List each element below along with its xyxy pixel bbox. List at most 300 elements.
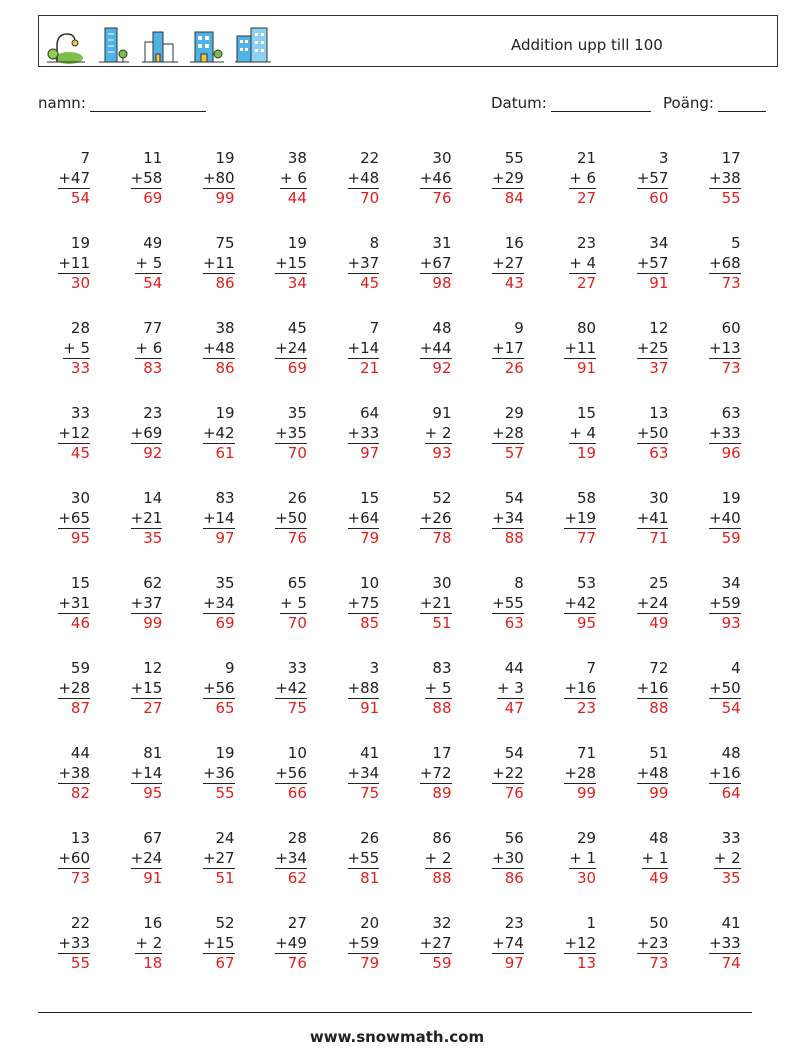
addend-bottom: + 4 <box>569 254 596 275</box>
addend-bottom: +34 <box>203 594 235 615</box>
answer: 91 <box>360 699 380 717</box>
addend-bottom: +28 <box>58 679 90 700</box>
addend-top: 30 <box>432 574 452 592</box>
addition-problem <box>681 404 741 464</box>
answer: 45 <box>70 444 90 462</box>
answer: 75 <box>360 784 380 802</box>
addend-top: 3 <box>369 659 380 677</box>
addend-top: 15 <box>577 404 597 422</box>
addend-top: 86 <box>432 829 452 847</box>
addend-bottom: +34 <box>492 509 524 530</box>
addend-bottom: + 1 <box>642 849 669 870</box>
addition-problem <box>247 404 307 464</box>
addend-bottom: +11 <box>58 254 90 275</box>
addend-top: 58 <box>577 489 597 507</box>
addition-problem <box>175 914 235 974</box>
addend-top: 91 <box>432 404 452 422</box>
addend-top: 28 <box>70 319 90 337</box>
answer: 92 <box>143 444 163 462</box>
addend-bottom: +47 <box>58 169 90 190</box>
addition-problem <box>30 574 90 634</box>
addend-bottom: + 5 <box>135 254 162 275</box>
addition-problem <box>102 404 162 464</box>
addend-bottom: + 6 <box>135 339 162 360</box>
answer: 83 <box>143 359 163 377</box>
addend-top: 63 <box>721 404 741 422</box>
addend-bottom: +58 <box>131 169 163 190</box>
addition-problem <box>392 829 452 889</box>
answer: 60 <box>649 189 669 207</box>
addend-top: 49 <box>143 234 163 252</box>
addend-top: 83 <box>215 489 235 507</box>
addend-top: 77 <box>143 319 163 337</box>
addition-problem <box>608 149 668 209</box>
addition-problem <box>464 744 524 804</box>
answer: 49 <box>649 869 669 887</box>
answer: 86 <box>504 869 524 887</box>
answer: 54 <box>721 699 741 717</box>
addend-top: 35 <box>287 404 307 422</box>
addition-problem <box>247 659 307 719</box>
addend-bottom: +33 <box>348 424 380 445</box>
answer: 55 <box>70 954 90 972</box>
addition-problem <box>392 744 452 804</box>
answer: 19 <box>577 444 597 462</box>
answer: 93 <box>721 614 741 632</box>
addend-top: 71 <box>577 744 597 762</box>
addend-top: 80 <box>577 319 597 337</box>
addend-top: 48 <box>649 829 669 847</box>
date-blank[interactable] <box>551 95 651 112</box>
answer: 69 <box>143 189 163 207</box>
addition-problem <box>464 829 524 889</box>
addend-bottom: +57 <box>637 254 669 275</box>
answer: 33 <box>70 359 90 377</box>
addition-problem <box>536 489 596 549</box>
addition-problem <box>30 404 90 464</box>
addend-bottom: +16 <box>564 679 596 700</box>
tree-house-icon <box>45 24 87 64</box>
answer: 13 <box>577 954 597 972</box>
addend-top: 26 <box>287 489 307 507</box>
addend-top: 16 <box>143 914 163 932</box>
addend-top: 1 <box>586 914 597 932</box>
answer: 69 <box>215 614 235 632</box>
addend-top: 19 <box>287 234 307 252</box>
answer: 23 <box>577 699 597 717</box>
addend-bottom: +59 <box>709 594 741 615</box>
answer: 37 <box>649 359 669 377</box>
skyline-icon <box>235 24 271 64</box>
answer: 54 <box>143 274 163 292</box>
addend-bottom: +40 <box>709 509 741 530</box>
date-label: Datum: <box>491 94 547 112</box>
answer: 74 <box>721 954 741 972</box>
addend-bottom: +28 <box>564 764 596 785</box>
answer: 85 <box>360 614 380 632</box>
addition-problem <box>319 149 379 209</box>
score-label: Poäng: <box>663 94 714 112</box>
addend-top: 19 <box>215 744 235 762</box>
answer: 66 <box>287 784 307 802</box>
answer: 27 <box>577 189 597 207</box>
addition-problem <box>608 744 668 804</box>
answer: 82 <box>70 784 90 802</box>
addend-top: 38 <box>287 149 307 167</box>
addend-bottom: +15 <box>131 679 163 700</box>
addition-problem <box>536 319 596 379</box>
answer: 91 <box>143 869 163 887</box>
answer: 81 <box>360 869 380 887</box>
addition-problem <box>102 744 162 804</box>
answer: 86 <box>215 359 235 377</box>
addition-problem <box>30 234 90 294</box>
answer: 69 <box>287 359 307 377</box>
answer: 77 <box>577 529 597 547</box>
addend-top: 9 <box>514 319 524 337</box>
addition-problem <box>608 489 668 549</box>
addend-top: 34 <box>721 574 741 592</box>
answer: 47 <box>504 699 524 717</box>
addition-problem <box>681 319 741 379</box>
addend-top: 62 <box>143 574 163 592</box>
answer: 78 <box>432 529 452 547</box>
answer: 76 <box>287 954 307 972</box>
addition-problem <box>102 234 162 294</box>
addend-top: 20 <box>360 914 380 932</box>
addend-top: 22 <box>70 914 90 932</box>
addition-problem <box>392 574 452 634</box>
footer-site: www.snowmath.com <box>309 1028 485 1046</box>
name-label: namn: <box>38 94 86 112</box>
addition-problem <box>464 404 524 464</box>
addend-top: 19 <box>721 489 741 507</box>
addition-problem <box>392 659 452 719</box>
answer: 88 <box>649 699 669 717</box>
footer-divider <box>38 1012 752 1013</box>
addend-bottom: +16 <box>637 679 669 700</box>
answer: 73 <box>721 274 741 292</box>
answer: 30 <box>70 274 90 292</box>
addition-problem <box>681 829 741 889</box>
answer: 73 <box>721 359 741 377</box>
addend-bottom: + 2 <box>135 934 162 955</box>
answer: 54 <box>70 189 90 207</box>
addend-top: 19 <box>215 404 235 422</box>
addend-bottom: +31 <box>58 594 90 615</box>
addition-problem <box>319 319 379 379</box>
addition-problem <box>608 234 668 294</box>
addend-top: 12 <box>143 659 163 677</box>
addend-bottom: +75 <box>348 594 380 615</box>
addition-problem <box>30 659 90 719</box>
answer: 61 <box>215 444 235 462</box>
addition-problem <box>608 659 668 719</box>
office-icon <box>189 24 225 64</box>
addend-top: 52 <box>215 914 235 932</box>
name-field <box>38 94 206 112</box>
addend-bottom: +15 <box>203 934 235 955</box>
addend-bottom: +14 <box>348 339 380 360</box>
addition-problem <box>319 829 379 889</box>
addition-problem <box>536 914 596 974</box>
addend-top: 22 <box>360 149 380 167</box>
addition-problem <box>247 489 307 549</box>
answer: 88 <box>432 699 452 717</box>
addend-bottom: +34 <box>348 764 380 785</box>
addition-problem <box>464 149 524 209</box>
addition-problem <box>30 744 90 804</box>
answer: 86 <box>215 274 235 292</box>
addend-top: 53 <box>577 574 597 592</box>
addition-problem <box>247 914 307 974</box>
name-blank[interactable] <box>90 95 206 112</box>
worksheet-header <box>38 15 778 67</box>
addition-problem <box>175 659 235 719</box>
answer: 18 <box>143 954 163 972</box>
addend-bottom: +12 <box>58 424 90 445</box>
answer: 95 <box>70 529 90 547</box>
addend-top: 64 <box>360 404 380 422</box>
addend-bottom: +38 <box>709 169 741 190</box>
addend-bottom: + 5 <box>63 339 90 360</box>
addend-bottom: +34 <box>275 849 307 870</box>
answer: 97 <box>215 529 235 547</box>
answer: 97 <box>360 444 380 462</box>
answer: 87 <box>70 699 90 717</box>
worksheet-title: Addition upp till 100 <box>511 36 663 54</box>
addend-bottom: +27 <box>492 254 524 275</box>
answer: 35 <box>143 529 163 547</box>
addend-bottom: +35 <box>275 424 307 445</box>
addend-bottom: + 3 <box>497 679 524 700</box>
addend-top: 52 <box>432 489 452 507</box>
answer: 26 <box>504 359 524 377</box>
addition-problem <box>681 574 741 634</box>
addition-problem <box>681 744 741 804</box>
addition-problem <box>102 319 162 379</box>
answer: 73 <box>649 954 669 972</box>
addition-problem <box>608 914 668 974</box>
addend-bottom: +80 <box>203 169 235 190</box>
addend-top: 41 <box>721 914 741 932</box>
addend-top: 59 <box>70 659 90 677</box>
addition-problem <box>30 829 90 889</box>
addition-problem <box>30 149 90 209</box>
addend-top: 17 <box>432 744 452 762</box>
addend-top: 30 <box>70 489 90 507</box>
addition-problem <box>247 574 307 634</box>
addend-top: 32 <box>432 914 452 932</box>
addend-top: 3 <box>658 149 669 167</box>
addend-bottom: +12 <box>564 934 596 955</box>
addend-top: 33 <box>721 829 741 847</box>
addend-bottom: +37 <box>348 254 380 275</box>
addend-bottom: +42 <box>203 424 235 445</box>
addend-bottom: +11 <box>564 339 596 360</box>
addend-bottom: +37 <box>131 594 163 615</box>
answer: 88 <box>504 529 524 547</box>
addend-bottom: +65 <box>58 509 90 530</box>
answer: 93 <box>432 444 452 462</box>
addition-problem <box>102 149 162 209</box>
addition-problem <box>392 234 452 294</box>
answer: 76 <box>432 189 452 207</box>
addend-top: 67 <box>143 829 163 847</box>
addend-bottom: +24 <box>131 849 163 870</box>
addend-bottom: +56 <box>275 764 307 785</box>
building-icon <box>97 24 131 64</box>
answer: 55 <box>721 189 741 207</box>
addend-bottom: +60 <box>58 849 90 870</box>
addend-top: 16 <box>504 234 524 252</box>
addend-top: 7 <box>80 149 90 167</box>
addition-problem <box>319 744 379 804</box>
addition-problem <box>102 829 162 889</box>
addend-bottom: +17 <box>492 339 524 360</box>
addend-bottom: +88 <box>348 679 380 700</box>
addition-problem <box>175 404 235 464</box>
addend-bottom: +41 <box>637 509 669 530</box>
addend-bottom: +16 <box>709 764 741 785</box>
addend-top: 10 <box>360 574 380 592</box>
addend-bottom: +42 <box>564 594 596 615</box>
answer: 98 <box>432 274 452 292</box>
addition-problem <box>536 744 596 804</box>
addend-bottom: + 5 <box>280 594 307 615</box>
addend-top: 19 <box>215 149 235 167</box>
addend-top: 7 <box>586 659 597 677</box>
addition-problem <box>392 319 452 379</box>
addition-problem <box>681 234 741 294</box>
answer: 30 <box>577 869 597 887</box>
addend-top: 26 <box>360 829 380 847</box>
addition-problem <box>536 574 596 634</box>
answer: 99 <box>215 189 235 207</box>
addend-bottom: +50 <box>637 424 669 445</box>
addition-problem <box>247 829 307 889</box>
answer: 27 <box>143 699 163 717</box>
addition-problem <box>536 829 596 889</box>
addend-bottom: +57 <box>637 169 669 190</box>
addition-problem <box>536 149 596 209</box>
addend-top: 45 <box>287 319 307 337</box>
addition-problem <box>681 489 741 549</box>
addend-top: 23 <box>577 234 597 252</box>
answer: 35 <box>721 869 741 887</box>
addend-bottom: +36 <box>203 764 235 785</box>
score-blank[interactable] <box>718 95 766 112</box>
addend-top: 48 <box>432 319 452 337</box>
addend-top: 30 <box>649 489 669 507</box>
addend-top: 30 <box>432 149 452 167</box>
addend-bottom: +23 <box>637 934 669 955</box>
addend-top: 54 <box>504 489 524 507</box>
answer: 70 <box>287 614 307 632</box>
answer: 65 <box>215 699 235 717</box>
addend-bottom: +29 <box>492 169 524 190</box>
addend-bottom: +25 <box>637 339 669 360</box>
addend-top: 34 <box>649 234 669 252</box>
addend-top: 13 <box>649 404 669 422</box>
addend-top: 8 <box>514 574 524 592</box>
addend-top: 23 <box>143 404 163 422</box>
answer: 46 <box>70 614 90 632</box>
addition-problem <box>30 489 90 549</box>
answer: 95 <box>577 614 597 632</box>
addition-problem <box>30 914 90 974</box>
addition-problem <box>319 659 379 719</box>
addend-top: 24 <box>215 829 235 847</box>
addend-bottom: +50 <box>275 509 307 530</box>
addend-bottom: +48 <box>348 169 380 190</box>
addend-top: 50 <box>649 914 669 932</box>
addend-top: 28 <box>287 829 307 847</box>
addition-problem <box>102 914 162 974</box>
addition-problem <box>392 489 452 549</box>
answer: 79 <box>360 529 380 547</box>
addend-top: 55 <box>504 149 524 167</box>
addend-top: 21 <box>577 149 597 167</box>
addition-problem <box>247 234 307 294</box>
date-field <box>491 94 651 112</box>
addend-top: 65 <box>287 574 307 592</box>
addend-bottom: +33 <box>58 934 90 955</box>
addend-top: 7 <box>369 319 380 337</box>
addition-problem <box>392 914 452 974</box>
addend-bottom: +72 <box>420 764 452 785</box>
answer: 76 <box>504 784 524 802</box>
answer: 57 <box>504 444 524 462</box>
addend-top: 23 <box>504 914 524 932</box>
addend-bottom: +26 <box>420 509 452 530</box>
answer: 51 <box>215 869 235 887</box>
addend-top: 33 <box>70 404 90 422</box>
addend-bottom: +74 <box>492 934 524 955</box>
addend-bottom: +55 <box>348 849 380 870</box>
addend-top: 51 <box>649 744 669 762</box>
answer: 51 <box>432 614 452 632</box>
addition-problem <box>175 149 235 209</box>
answer: 97 <box>504 954 524 972</box>
addend-bottom: +30 <box>492 849 524 870</box>
answer: 70 <box>360 189 380 207</box>
score-field <box>663 94 766 112</box>
addend-top: 48 <box>721 744 741 762</box>
addition-problem <box>608 319 668 379</box>
addend-bottom: +68 <box>709 254 741 275</box>
addition-problem <box>319 574 379 634</box>
addition-problem <box>175 234 235 294</box>
answer: 99 <box>577 784 597 802</box>
addition-problem <box>175 829 235 889</box>
addend-bottom: +24 <box>275 339 307 360</box>
answer: 44 <box>287 189 307 207</box>
addend-bottom: +27 <box>203 849 235 870</box>
addend-bottom: + 6 <box>280 169 307 190</box>
addend-bottom: +19 <box>564 509 596 530</box>
answer: 95 <box>143 784 163 802</box>
answer: 99 <box>649 784 669 802</box>
addition-problem <box>319 234 379 294</box>
addend-bottom: +49 <box>275 934 307 955</box>
addend-bottom: +38 <box>58 764 90 785</box>
addend-top: 44 <box>70 744 90 762</box>
addend-top: 4 <box>731 659 741 677</box>
addend-top: 8 <box>369 234 380 252</box>
addend-bottom: +22 <box>492 764 524 785</box>
addition-problem <box>608 574 668 634</box>
